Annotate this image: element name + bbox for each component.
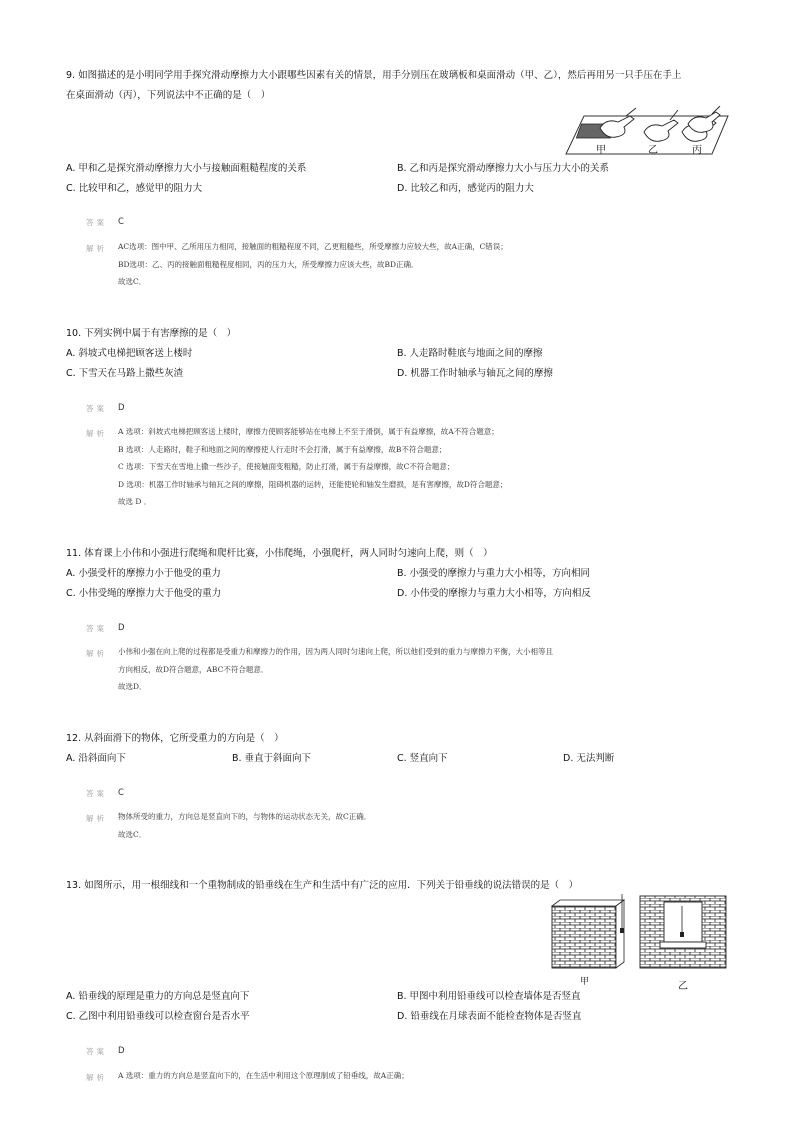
options-list — [66, 987, 730, 1027]
analysis-label: 解析 — [86, 244, 107, 253]
answer-value: D — [118, 403, 125, 413]
analysis-label: 解析 — [86, 814, 107, 823]
question-13 — [66, 876, 730, 1082]
answer-value: D — [118, 1046, 125, 1056]
question-stem: 10. 下列实例中属于有害摩擦的是（ ） — [66, 328, 237, 339]
answer-label: 答案 — [86, 624, 107, 633]
figure-label-jia: 甲 — [596, 145, 606, 156]
answer-label: 答案 — [86, 1047, 107, 1056]
answer-value: C — [118, 788, 124, 798]
figure-label-yi: 乙 — [678, 981, 688, 992]
option-c[interactable]: C. 下雪天在马路上撒些灰渣 — [66, 368, 184, 379]
question-stem: 11. 体育课上小伟和小强进行爬绳和爬杆比赛，小伟爬绳，小强爬杆，两人同时匀速向上爬，则（ ） — [66, 548, 493, 559]
option-c[interactable]: C. 竖直向下 — [397, 753, 448, 764]
question-stem: 12. 从斜面滑下的物体，它所受重力的方向是（ ） — [66, 733, 284, 744]
option-c[interactable]: C. 比较甲和乙，感觉甲的阻力大 — [66, 183, 203, 194]
analysis-text: A 选项：重力的方向总是竖直向下的，在生活中利用这个原理制成了铅垂线，故A正确； — [118, 1071, 409, 1080]
analysis-text: AC选项：图中甲、乙所用压力相同，接触面的粗糙程度不同，乙更粗糙些，所受摩擦力应较大些，故A正确，C错误； BD选项：乙、丙的接触面粗糙程度相同，丙的压力大，所受摩擦力应该大些，故BD正确． 故选C． — [118, 242, 508, 286]
option-d[interactable]: D. 小伟受的摩擦力与重力大小相等，方向相反 — [397, 588, 591, 599]
question-11 — [66, 544, 730, 691]
option-b[interactable]: B. 人走路时鞋底与地面之间的摩擦 — [397, 348, 543, 359]
option-a[interactable]: A. 铅垂线的原理是重力的方向总是竖直向下 — [66, 991, 250, 1002]
option-d[interactable]: D. 无法判断 — [563, 753, 615, 764]
analysis-text: A 选项：斜坡式电梯把顾客送上楼时，摩擦力使顾客能够站在电梯上不至于滑倒，属于有益摩擦，故A不符合题意； B 选项：人走路时，鞋子和地面之间的摩擦使人行走时不会打滑，属于有益摩擦，故B不符合题意； C 选项：下雪天在雪地上撒一些沙子，使接触面变粗糙，防止打滑，属于有益摩擦，故C不符合题意； D 选项：机器工作时轴承与轴瓦之间的摩擦，阻碍机器的运转，还能使轮和轴发生磨损，是有害摩擦，故D符合题意； 故选 D ． — [118, 427, 508, 506]
option-b[interactable]: B. 小强受的摩擦力与重力大小相等，方向相同 — [397, 568, 591, 579]
analysis-label: 解析 — [86, 649, 107, 658]
option-d[interactable]: D. 比较乙和丙，感觉丙的阻力大 — [397, 183, 534, 194]
option-b[interactable]: B. 垂直于斜面向下 — [232, 753, 312, 764]
options-list — [66, 749, 730, 769]
option-c[interactable]: C. 小伟受绳的摩擦力大于他受的重力 — [66, 588, 222, 599]
figure-label-yi: 乙 — [648, 145, 658, 156]
option-b[interactable]: B. 甲图中利用铅垂线可以检查墙体是否竖直 — [397, 991, 581, 1002]
figure-label-bing: 丙 — [692, 145, 702, 156]
question-stem: 13. 如图所示，用一根细线和一个重物制成的铅垂线在生产和生活中有广泛的应用．下列关于铅垂线的说法错误的是（ ） — [66, 880, 579, 891]
option-a[interactable]: A. 甲和乙是探究滑动摩擦力大小与接触面粗糙程度的关系 — [66, 163, 307, 174]
option-d[interactable]: D. 铅垂线在月球表面不能检查物体是否竖直 — [397, 1011, 582, 1022]
answer-value: D — [118, 623, 125, 633]
analysis-label: 解析 — [86, 1073, 107, 1082]
option-a[interactable]: A. 斜坡式电梯把顾客送上楼时 — [66, 348, 193, 359]
option-c[interactable]: C. 乙图中利用铅垂线可以检查窗台是否水平 — [66, 1011, 250, 1022]
analysis-text: 物体所受的重力，方向总是竖直向下的，与物体的运动状态无关，故C正确． 故选C． — [118, 812, 372, 839]
analysis-text: 小伟和小强在向上爬的过程都是受重力和摩擦力的作用，因为两人同时匀速向上爬，所以他们受到的重力与摩擦力平衡，大小相等且 方向相反，故D符合题意，ABC不符合题意． 故选D． — [118, 647, 553, 691]
options-list — [66, 564, 730, 604]
question-9 — [66, 66, 730, 286]
option-d[interactable]: D. 机器工作时轴承与轴瓦之间的摩擦 — [397, 368, 553, 379]
options-list — [66, 344, 730, 384]
options-list — [66, 159, 730, 199]
option-b[interactable]: B. 乙和丙是探究滑动摩擦力大小与压力大小的关系 — [397, 163, 610, 174]
answer-label: 答案 — [86, 789, 107, 798]
question-12 — [66, 729, 730, 839]
answer-value: C — [118, 217, 124, 227]
answer-label: 答案 — [86, 404, 107, 413]
friction-hands-figure — [562, 106, 732, 158]
question-10 — [66, 324, 730, 506]
figure-label-jia: 甲 — [580, 977, 590, 987]
option-a[interactable]: A. 小强受杆的摩擦力小于他受的重力 — [66, 568, 221, 579]
plumb-line-figure — [548, 892, 730, 992]
answer-label: 答案 — [86, 218, 107, 227]
question-stem: 9. 如图描述的是小明同学用手探究滑动摩擦力大小跟哪些因素有关的情景，用手分别压在玻璃板和桌面滑动（甲、乙），然后再用另一只手压在手上 在桌面滑动（丙），下列说法中不正确的是（ ） — [66, 70, 682, 101]
option-a[interactable]: A. 沿斜面向下 — [66, 753, 126, 764]
analysis-label: 解析 — [86, 429, 107, 438]
